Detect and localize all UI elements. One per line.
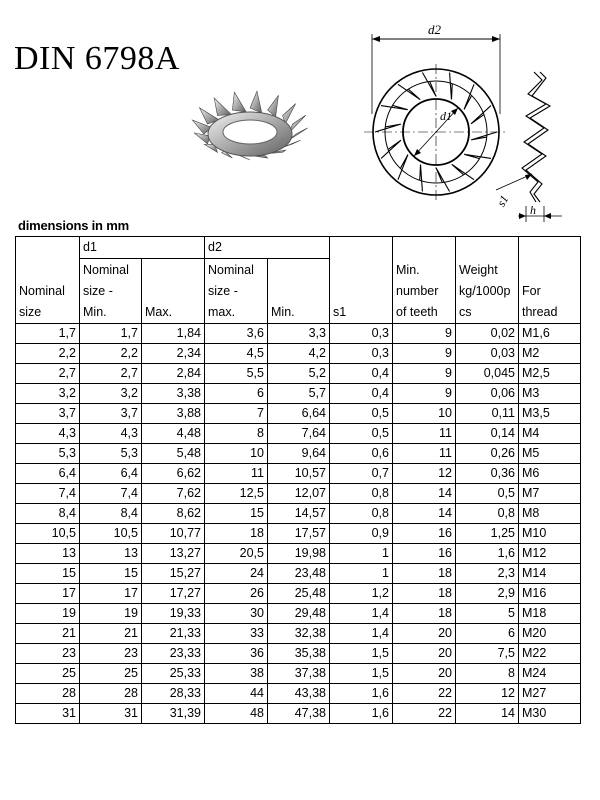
cell-teeth: 10 [393, 404, 456, 424]
cell-d2-min: 29,48 [268, 604, 330, 624]
dimensions-table [15, 236, 581, 724]
cell-nominal-size: 2,2 [16, 344, 80, 364]
cell-d1-nominal: 21 [80, 624, 142, 644]
cell-teeth: 9 [393, 364, 456, 384]
cell-nominal-size: 21 [16, 624, 80, 644]
cell-d1-nominal: 15 [80, 564, 142, 584]
header-s1 [330, 237, 393, 324]
cell-teeth: 20 [393, 624, 456, 644]
table-row [16, 704, 581, 724]
cell-teeth: 14 [393, 484, 456, 504]
cell-d1-nominal: 1,7 [80, 324, 142, 344]
table-row [16, 444, 581, 464]
cell-s1: 0,9 [330, 524, 393, 544]
cell-weight: 0,26 [456, 444, 519, 464]
cell-d1-max: 19,33 [142, 604, 205, 624]
washer-photo [174, 90, 324, 180]
cell-d1-nominal: 7,4 [80, 484, 142, 504]
cell-d1-nominal: 4,3 [80, 424, 142, 444]
table-row [16, 664, 581, 684]
cell-nominal-size: 5,3 [16, 444, 80, 464]
table-row [16, 324, 581, 344]
d2-label: d2 [428, 22, 441, 37]
table-caption: dimensions in mm [18, 218, 129, 233]
cell-weight: 1,25 [456, 524, 519, 544]
cell-d2-nominal: 3,6 [205, 324, 268, 344]
cell-thread: M4 [519, 424, 581, 444]
tooth-outline [398, 84, 420, 99]
cell-d2-min: 37,38 [268, 664, 330, 684]
cell-weight: 2,3 [456, 564, 519, 584]
tooth-shape [283, 104, 296, 124]
cell-d2-min: 25,48 [268, 584, 330, 604]
cell-thread: M3,5 [519, 404, 581, 424]
h-label: h [530, 203, 536, 217]
cell-teeth: 22 [393, 684, 456, 704]
cell-d1-nominal: 8,4 [80, 504, 142, 524]
cell-thread: M2,5 [519, 364, 581, 384]
cell-s1: 0,3 [330, 324, 393, 344]
cell-d2-min: 5,2 [268, 364, 330, 384]
tooth-shape [214, 98, 231, 116]
cell-s1: 0,3 [330, 344, 393, 364]
cell-s1: 1,4 [330, 604, 393, 624]
tooth-outline [450, 73, 453, 100]
cell-thread: M5 [519, 444, 581, 464]
cell-d1-max: 31,39 [142, 704, 205, 724]
table-row [16, 564, 581, 584]
cell-nominal-size: 6,4 [16, 464, 80, 484]
header-line: Max. [145, 305, 173, 319]
cell-teeth: 20 [393, 644, 456, 664]
header-line: size - Min. [83, 284, 113, 319]
cell-teeth: 9 [393, 324, 456, 344]
tooth-shape [268, 95, 279, 117]
cell-d2-nominal: 48 [205, 704, 268, 724]
s1-label: s1 [493, 192, 512, 209]
header-d1-nominal [80, 259, 142, 324]
cell-d1-max: 17,27 [142, 584, 205, 604]
tooth-outline [422, 73, 435, 96]
cell-d2-min: 14,57 [268, 504, 330, 524]
cell-weight: 0,03 [456, 344, 519, 364]
cell-d2-min: 19,98 [268, 544, 330, 564]
cell-d1-nominal: 5,3 [80, 444, 142, 464]
cell-thread: M24 [519, 664, 581, 684]
cell-s1: 0,4 [330, 384, 393, 404]
cell-d1-max: 3,38 [142, 384, 205, 404]
cell-s1: 1,5 [330, 664, 393, 684]
cell-d2-min: 5,7 [268, 384, 330, 404]
cell-nominal-size: 28 [16, 684, 80, 704]
table-row [16, 624, 581, 644]
cell-teeth: 11 [393, 444, 456, 464]
cell-s1: 1 [330, 564, 393, 584]
cell-weight: 8 [456, 664, 519, 684]
cell-nominal-size: 3,2 [16, 384, 80, 404]
cell-d2-nominal: 5,5 [205, 364, 268, 384]
cell-d2-nominal: 15 [205, 504, 268, 524]
tooth-shape [250, 91, 262, 113]
tooth-outline [471, 132, 497, 140]
cell-nominal-size: 13 [16, 544, 80, 564]
cell-d1-nominal: 19 [80, 604, 142, 624]
cell-nominal-size: 19 [16, 604, 80, 624]
d1-label: d1 [440, 109, 452, 123]
cell-nominal-size: 4,3 [16, 424, 80, 444]
cell-weight: 7,5 [456, 644, 519, 664]
cell-d1-max: 23,33 [142, 644, 205, 664]
cell-weight: 0,8 [456, 504, 519, 524]
header-d2-min [268, 259, 330, 324]
cell-d1-max: 10,77 [142, 524, 205, 544]
table-row [16, 544, 581, 564]
cell-nominal-size: 7,4 [16, 484, 80, 504]
cell-d2-min: 12,07 [268, 484, 330, 504]
cell-s1: 1 [330, 544, 393, 564]
cell-s1: 0,7 [330, 464, 393, 484]
cell-d1-max: 3,88 [142, 404, 205, 424]
tooth-outline [436, 168, 449, 191]
header-line: Nominal [83, 263, 129, 277]
cell-s1: 0,8 [330, 484, 393, 504]
cell-s1: 0,8 [330, 504, 393, 524]
cell-teeth: 22 [393, 704, 456, 724]
cell-d1-nominal: 3,7 [80, 404, 142, 424]
cell-d1-max: 13,27 [142, 544, 205, 564]
cell-d2-nominal: 4,5 [205, 344, 268, 364]
cell-d2-nominal: 20,5 [205, 544, 268, 564]
header-line: Nominal [19, 284, 65, 298]
header-line: Min. [271, 305, 295, 319]
table-row [16, 404, 581, 424]
cell-teeth: 18 [393, 584, 456, 604]
cell-nominal-size: 1,7 [16, 324, 80, 344]
cell-d2-min: 4,2 [268, 344, 330, 364]
cell-weight: 1,6 [456, 544, 519, 564]
cell-d2-nominal: 26 [205, 584, 268, 604]
cell-d2-min: 10,57 [268, 464, 330, 484]
technical-drawing [362, 14, 588, 226]
table-row [16, 504, 581, 524]
tooth-outline [420, 165, 423, 192]
cell-weight: 14 [456, 704, 519, 724]
header-line: Min. [396, 263, 420, 277]
cell-weight: 12 [456, 684, 519, 704]
cell-s1: 0,4 [330, 364, 393, 384]
cell-d1-max: 25,33 [142, 664, 205, 684]
cell-thread: M7 [519, 484, 581, 504]
cell-d1-nominal: 10,5 [80, 524, 142, 544]
cell-weight: 6 [456, 624, 519, 644]
cell-thread: M1,6 [519, 324, 581, 344]
cell-thread: M2 [519, 344, 581, 364]
cell-d2-nominal: 10 [205, 444, 268, 464]
header-line: Weight [459, 263, 498, 277]
cell-d1-max: 1,84 [142, 324, 205, 344]
cell-weight: 0,045 [456, 364, 519, 384]
cell-d1-nominal: 3,2 [80, 384, 142, 404]
header-line: number [396, 284, 439, 298]
cell-d2-nominal: 24 [205, 564, 268, 584]
cell-d1-nominal: 25 [80, 664, 142, 684]
header-line: size - [208, 284, 238, 298]
tooth-outline [464, 154, 491, 158]
header-line: size [19, 305, 42, 319]
cell-s1: 1,5 [330, 644, 393, 664]
cell-thread: M22 [519, 644, 581, 664]
header-d1-max [142, 259, 205, 324]
cell-teeth: 16 [393, 524, 456, 544]
cell-nominal-size: 31 [16, 704, 80, 724]
tooth-shape [232, 92, 246, 112]
cell-nominal-size: 15 [16, 564, 80, 584]
tooth-outline [452, 164, 474, 179]
cell-weight: 2,9 [456, 584, 519, 604]
cell-d1-nominal: 2,7 [80, 364, 142, 384]
cell-thread: M14 [519, 564, 581, 584]
cell-d2-nominal: 36 [205, 644, 268, 664]
cell-d2-min: 3,3 [268, 324, 330, 344]
cell-nominal-size: 10,5 [16, 524, 80, 544]
table-row [16, 424, 581, 444]
cell-d2-min: 47,38 [268, 704, 330, 724]
cell-d2-nominal: 7 [205, 404, 268, 424]
cell-weight: 0,5 [456, 484, 519, 504]
cell-d2-nominal: 8 [205, 424, 268, 444]
table-row [16, 384, 581, 404]
cell-teeth: 14 [393, 504, 456, 524]
header-line: kg/1000p [459, 284, 511, 298]
table-row [16, 364, 581, 384]
cell-thread: M10 [519, 524, 581, 544]
cell-d1-nominal: 6,4 [80, 464, 142, 484]
cell-d1-max: 21,33 [142, 624, 205, 644]
header-line: cs [459, 305, 472, 319]
cell-d2-nominal: 6 [205, 384, 268, 404]
cell-weight: 0,14 [456, 424, 519, 444]
header-nominal-size [16, 237, 80, 324]
cell-s1: 0,6 [330, 444, 393, 464]
cell-thread: M8 [519, 504, 581, 524]
table-row [16, 604, 581, 624]
tooth-outline [381, 105, 408, 109]
cell-thread: M30 [519, 704, 581, 724]
cell-d1-max: 6,62 [142, 464, 205, 484]
cell-d2-min: 23,48 [268, 564, 330, 584]
cell-thread: M6 [519, 464, 581, 484]
cell-teeth: 11 [393, 424, 456, 444]
group-header-d1: d1 [80, 237, 205, 259]
cell-s1: 1,2 [330, 584, 393, 604]
cell-nominal-size: 8,4 [16, 504, 80, 524]
cell-d1-max: 2,34 [142, 344, 205, 364]
cell-teeth: 9 [393, 344, 456, 364]
header-line: s1 [333, 305, 347, 319]
cell-d1-max: 4,48 [142, 424, 205, 444]
header-thread [519, 237, 581, 324]
cell-d1-nominal: 23 [80, 644, 142, 664]
cell-d2-nominal: 38 [205, 664, 268, 684]
cell-d1-max: 15,27 [142, 564, 205, 584]
cell-weight: 0,36 [456, 464, 519, 484]
group-header-row [16, 237, 581, 259]
header-line: max. [208, 305, 236, 319]
header-line: Nominal [208, 263, 254, 277]
cell-s1: 1,6 [330, 684, 393, 704]
group-header-d2: d2 [205, 237, 330, 259]
cell-d2-min: 43,38 [268, 684, 330, 704]
cell-d2-min: 35,38 [268, 644, 330, 664]
cell-d2-min: 7,64 [268, 424, 330, 444]
cell-d2-nominal: 11 [205, 464, 268, 484]
cell-s1: 0,5 [330, 404, 393, 424]
table-row [16, 524, 581, 544]
cell-d1-max: 7,62 [142, 484, 205, 504]
cell-d1-nominal: 31 [80, 704, 142, 724]
cell-d2-nominal: 18 [205, 524, 268, 544]
cell-thread: M16 [519, 584, 581, 604]
cell-d1-max: 28,33 [142, 684, 205, 704]
cell-thread: M27 [519, 684, 581, 704]
cell-nominal-size: 3,7 [16, 404, 80, 424]
table-row [16, 464, 581, 484]
cell-nominal-size: 25 [16, 664, 80, 684]
table-row [16, 684, 581, 704]
cell-thread: M12 [519, 544, 581, 564]
header-weight [456, 237, 519, 324]
cell-d2-min: 9,64 [268, 444, 330, 464]
cell-weight: 0,02 [456, 324, 519, 344]
cell-d2-min: 17,57 [268, 524, 330, 544]
cell-d1-max: 5,48 [142, 444, 205, 464]
cell-teeth: 20 [393, 664, 456, 684]
cell-teeth: 16 [393, 544, 456, 564]
table-row [16, 344, 581, 364]
table-row [16, 584, 581, 604]
cell-d1-nominal: 17 [80, 584, 142, 604]
cell-teeth: 18 [393, 564, 456, 584]
cell-d1-nominal: 28 [80, 684, 142, 704]
cell-teeth: 18 [393, 604, 456, 624]
cell-thread: M3 [519, 384, 581, 404]
header-line: of teeth [396, 305, 438, 319]
cell-weight: 0,11 [456, 404, 519, 424]
cell-thread: M20 [519, 624, 581, 644]
cell-d1-max: 8,62 [142, 504, 205, 524]
cell-d1-nominal: 13 [80, 544, 142, 564]
header-teeth [393, 237, 456, 324]
cell-nominal-size: 17 [16, 584, 80, 604]
cell-weight: 5 [456, 604, 519, 624]
cell-d2-nominal: 33 [205, 624, 268, 644]
cell-d1-max: 2,84 [142, 364, 205, 384]
table-row [16, 484, 581, 504]
page-title: DIN 6798A [14, 40, 180, 77]
tooth-shape [290, 115, 306, 132]
header-d2-nominal [205, 259, 268, 324]
cell-s1: 1,6 [330, 704, 393, 724]
tooth-outline [375, 124, 401, 132]
cell-d2-nominal: 30 [205, 604, 268, 624]
cell-nominal-size: 2,7 [16, 364, 80, 384]
cell-nominal-size: 23 [16, 644, 80, 664]
cell-thread: M18 [519, 604, 581, 624]
cell-teeth: 12 [393, 464, 456, 484]
cell-teeth: 9 [393, 384, 456, 404]
table-row [16, 644, 581, 664]
cell-weight: 0,06 [456, 384, 519, 404]
cell-s1: 1,4 [330, 624, 393, 644]
cell-d1-nominal: 2,2 [80, 344, 142, 364]
header-line: thread [522, 305, 558, 319]
cell-d2-nominal: 44 [205, 684, 268, 704]
cell-s1: 0,5 [330, 424, 393, 444]
cell-d2-min: 6,64 [268, 404, 330, 424]
cell-d2-min: 32,38 [268, 624, 330, 644]
header-line: For [522, 284, 541, 298]
cell-d2-nominal: 12,5 [205, 484, 268, 504]
